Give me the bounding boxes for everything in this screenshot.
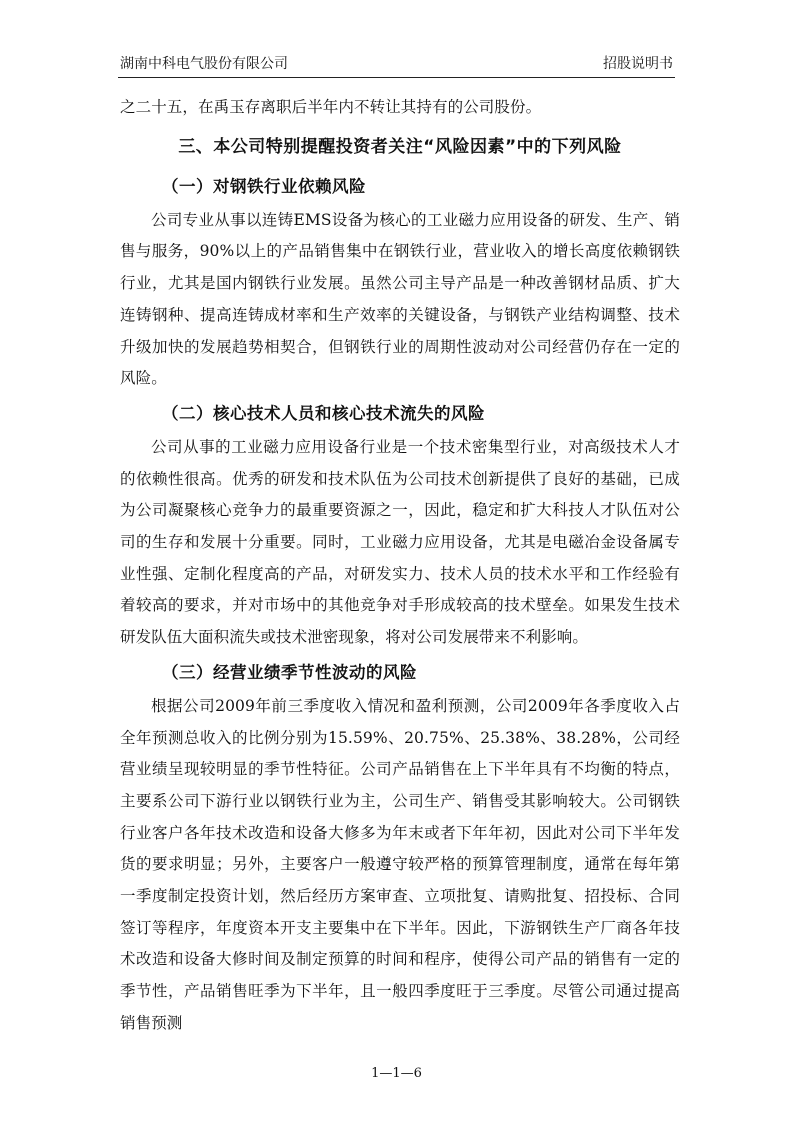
section-title: 三、本公司特别提醒投资者关注“风险因素”中的下列风险 [178,136,622,157]
risk-heading-seasonality: （三）经营业绩季节性波动的风险 [162,662,417,682]
page-body [120,92,680,1040]
risk-paragraph-talent-loss: 公司从事的工业磁力应用设备行业是一个技术密集型行业，对高级技术人才的依赖性很高。优秀的研发和技术队伍为公司技术创新提供了良好的基础，已成为公司凝聚核心竞争力的最重要资源之一，因此，稳定和扩大科技人才队伍对公司的生存和发展十分重要。同时，工业磁力应用设备，尤其是电磁冶金设备属专业性强、定制化程度高的产品，对研发实力、技术人员的技术水平和工作经验有着较高的要求，并对市场中的其他竞争对手形成较高的技术壁垒。如果发生技术研发队伍大面积流失或技术泄密现象，将对公司发展带来不利影响。 [120,437,680,647]
page-header [118,52,675,78]
risk-paragraph-steel-dependence: 公司专业从事以连铸EMS设备为核心的工业磁力应用设备的研发、生产、销售与服务，90%以上的产品销售集中在钢铁行业，营业收入的增长高度依赖钢铁行业，尤其是国内钢铁行业发展。虽然公司主导产品是一种改善钢材品质、扩大连铸钢种、提高连铸成材率和生产效率的关键设备，与钢铁产业结构调整、技术升级加快的发展趋势相契合，但钢铁行业的周期性波动对公司经营仍存在一定的风险。 [120,210,680,388]
intro-paragraph: 之二十五，在禹玉存离职后半年内不转让其持有的公司股份。 [120,98,542,116]
risk-paragraph-seasonality: 根据公司2009年前三季度收入情况和盈利预测，公司2009年各季度收入占全年预测总收入的比例分别为15.59%、20.75%、25.38%、38.28%，公司经营业绩呈现较明显的季节性特征。公司产品销售在上下半年具有不均衡的特点，主要系公司下游行业以钢铁行业为主，公司生产、销售受其影响较大。公司钢铁行业客户各年技术改造和设备大修多为年末或者下年年初，因此对公司下半年发货的要求明显；另外，主要客户一般遵守较严格的预算管理制度，通常在每年第一季度制定投资计划，然后经历方案审查、立项批复、请购批复、招投标、合同签订等程序，年度资本开支主要集中在下半年。因此，下游钢铁生产厂商各年技术改造和设备大修时间及制定预算的时间和程序，使得公司产品的销售有一定的季节性，产品销售旺季为下半年，且一般四季度旺于三季度。尽管公司通过提高销售预测 [120,696,680,1032]
header-document-type: 招股说明书 [603,56,673,72]
risk-heading-talent-loss: （二）核心技术人员和核心技术流失的风险 [162,403,485,423]
page-number: 1—1—6 [371,1066,422,1081]
header-company-name: 湖南中科电气股份有限公司 [120,56,288,72]
risk-heading-steel-dependence: （一）对钢铁行业依赖风险 [162,176,366,196]
